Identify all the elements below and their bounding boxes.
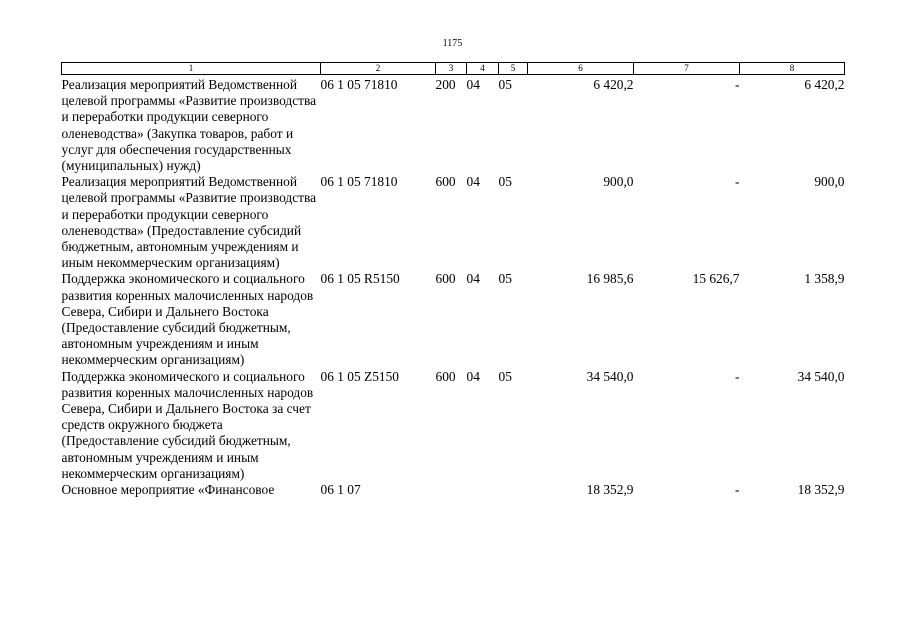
column-header: 3 xyxy=(436,63,467,75)
column-header: 7 xyxy=(634,63,740,75)
page-number: 1175 xyxy=(442,38,463,49)
row-rz: 04 xyxy=(466,271,480,287)
row-pr: 05 xyxy=(498,368,512,384)
row-vr: 600 xyxy=(435,368,456,384)
column-header: 5 xyxy=(499,63,528,75)
row-vr xyxy=(436,482,467,498)
row-rz xyxy=(467,482,499,498)
row-federal: 15 626,7 xyxy=(692,271,740,287)
row-federal: - xyxy=(735,77,740,92)
row-code: 06 1 05 R5150 xyxy=(320,271,400,287)
column-header: 6 xyxy=(528,63,634,75)
row-regional: 1 358,9 xyxy=(804,271,845,287)
row-federal: - xyxy=(735,482,740,498)
row-total: 34 540,0 xyxy=(586,368,634,384)
row-rz: 04 xyxy=(466,174,480,190)
row-total: 16 985,6 xyxy=(586,271,634,287)
column-header: 8 xyxy=(740,63,845,75)
column-header: 1 xyxy=(62,63,321,75)
row-vr: 600 xyxy=(435,174,456,190)
row-federal: - xyxy=(735,174,740,190)
row-name: Реализация мероприятий Ведомственной целевой программы «Развитие производства и переработки продукции северного оленеводства» (Предоставление субсидий бюджетным, автономным учреждениям и иным некоммерческим организациям) xyxy=(61,174,317,271)
row-regional: 900,0 xyxy=(814,174,845,190)
row-vr: 600 xyxy=(435,271,456,287)
row-code: 06 1 07 xyxy=(320,482,361,498)
row-rz: 04 xyxy=(466,368,480,384)
row-name: Поддержка экономического и социального развития коренных малочисленных народов Севера, Сибири и Дальнего Востока за счет средств окружного бюджета (Предоставление субсидий бюджетным, автономным учреждениям и иным некоммерческим организациям) xyxy=(61,368,314,481)
table-row xyxy=(62,174,845,271)
table-row xyxy=(62,482,845,498)
table-row xyxy=(62,271,845,368)
row-code: 06 1 05 Z5150 xyxy=(320,368,399,384)
row-regional: 34 540,0 xyxy=(797,368,845,384)
row-rz: 04 xyxy=(466,77,480,92)
header-row xyxy=(62,63,845,75)
column-header: 4 xyxy=(467,63,499,75)
row-federal: - xyxy=(735,368,740,384)
row-pr: 05 xyxy=(498,174,512,190)
row-pr xyxy=(499,482,528,498)
row-name: Реализация мероприятий Ведомственной целевой программы «Развитие производства и переработки продукции северного оленеводства» (Закупка товаров, работ и услуг для обеспечения государственных (муниципальных) нужд) xyxy=(61,77,317,174)
row-vr: 200 xyxy=(435,77,456,92)
row-code: 06 1 05 71810 xyxy=(320,174,398,190)
table-row xyxy=(62,75,845,175)
row-total: 900,0 xyxy=(603,174,634,190)
budget-table xyxy=(61,62,845,498)
row-regional: 6 420,2 xyxy=(804,77,845,92)
row-pr: 05 xyxy=(498,271,512,287)
row-code: 06 1 05 71810 xyxy=(320,77,398,92)
column-header: 2 xyxy=(321,63,436,75)
row-total: 6 420,2 xyxy=(593,77,634,92)
row-regional: 18 352,9 xyxy=(797,482,845,498)
row-name: Поддержка экономического и социального развития коренных малочисленных народов Севера, Сибири и Дальнего Востока (Предоставление субсидий бюджетным, автономным учреждениям и иным некоммерческим организациям) xyxy=(61,271,314,368)
row-pr: 05 xyxy=(498,77,512,92)
row-total: 18 352,9 xyxy=(586,482,634,498)
row-name: Основное мероприятие «Финансовое xyxy=(61,482,275,498)
table-row xyxy=(62,369,845,482)
